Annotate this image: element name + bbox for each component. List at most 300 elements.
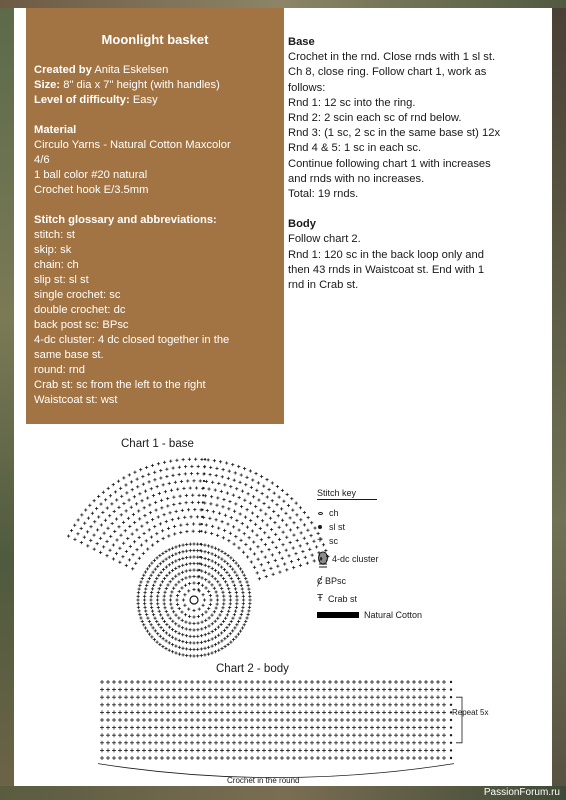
sc-mark — [145, 539, 148, 542]
sc-mark — [285, 536, 288, 539]
sc-mark — [208, 733, 212, 737]
sc-mark — [165, 565, 168, 568]
sc-mark — [309, 534, 312, 537]
sc-mark — [228, 500, 231, 503]
sc-mark — [153, 525, 156, 528]
sc-mark — [115, 552, 118, 555]
sc-mark — [394, 710, 398, 714]
sc-mark — [166, 733, 170, 737]
sc-mark — [148, 503, 151, 506]
sc-mark — [87, 517, 90, 520]
sc-mark — [231, 463, 234, 466]
sc-mark — [166, 695, 170, 699]
sc-mark — [340, 748, 344, 752]
sc-mark — [159, 476, 162, 479]
sc-mark — [266, 495, 269, 498]
sc-mark — [240, 473, 243, 476]
sc-mark — [171, 474, 174, 477]
sc-mark — [151, 464, 154, 467]
sc-mark — [162, 568, 165, 571]
sc-mark — [99, 502, 102, 505]
sc-mark — [136, 741, 140, 745]
sc-mark — [177, 572, 180, 575]
sc-mark — [218, 512, 221, 515]
sc-mark — [376, 695, 380, 699]
sc-mark — [346, 680, 350, 684]
sc-mark — [235, 561, 238, 564]
sc-mark — [203, 653, 206, 656]
sc-mark — [197, 501, 200, 504]
key-row-color — [317, 608, 447, 622]
sc-mark — [148, 756, 152, 760]
sc-mark — [155, 641, 158, 644]
sc-mark — [159, 571, 162, 574]
sc-mark — [190, 726, 194, 730]
sc-mark — [196, 635, 199, 638]
sc-mark — [322, 718, 326, 722]
sc-mark — [151, 610, 154, 613]
sc-mark — [364, 741, 368, 745]
sc-mark — [142, 733, 146, 737]
sc-mark — [255, 489, 258, 492]
sc-mark — [412, 695, 416, 699]
sc-mark — [262, 680, 266, 684]
sc-mark — [273, 492, 276, 495]
sc-mark — [382, 718, 386, 722]
sc-mark — [243, 623, 246, 626]
sc-mark — [364, 703, 368, 707]
sc-mark — [424, 695, 428, 699]
sc-mark — [310, 703, 314, 707]
sc-mark — [99, 537, 102, 540]
sc-mark — [217, 634, 220, 637]
sc-mark — [220, 623, 223, 626]
sc-mark — [189, 562, 192, 565]
sc-mark — [126, 537, 129, 540]
sc-mark — [77, 518, 80, 521]
sc-mark — [204, 564, 207, 567]
sc-mark — [214, 606, 217, 609]
sc-mark — [235, 591, 238, 594]
sc-mark — [242, 595, 245, 598]
sc-mark — [174, 559, 177, 562]
sc-mark — [84, 508, 87, 511]
sc-mark — [165, 468, 168, 471]
sc-mark — [124, 483, 127, 486]
sc-mark — [382, 695, 386, 699]
sc-mark — [108, 514, 111, 517]
sc-mark — [169, 602, 172, 605]
key-row-slst — [317, 520, 447, 534]
sc-mark — [196, 648, 199, 651]
background-right — [552, 0, 566, 800]
sc-mark — [210, 552, 213, 555]
sc-mark — [171, 547, 174, 550]
sc-mark — [233, 510, 236, 513]
sc-mark — [197, 494, 200, 497]
sc-mark — [382, 733, 386, 737]
sc-mark — [400, 718, 404, 722]
sc-mark — [146, 630, 149, 633]
sc-mark — [418, 756, 422, 760]
sc-mark — [292, 703, 296, 707]
sc-mark — [241, 609, 244, 612]
sc-mark — [166, 497, 169, 500]
sc-mark — [232, 748, 236, 752]
sc-mark — [346, 741, 350, 745]
slst-mark — [202, 501, 204, 503]
sc-mark — [76, 532, 79, 535]
sc-mark — [262, 748, 266, 752]
sc-mark — [235, 519, 238, 522]
sc-mark — [230, 516, 233, 519]
sc-mark — [232, 710, 236, 714]
material-line: Circulo Yarns - Natural Cotton Maxcolor — [34, 139, 231, 151]
sc-mark — [130, 688, 134, 692]
sc-mark — [223, 568, 226, 571]
sc-mark — [286, 695, 290, 699]
sc-mark — [328, 680, 332, 684]
sc-mark — [186, 479, 189, 482]
sc-mark — [334, 741, 338, 745]
sc-mark — [235, 595, 238, 598]
sc-mark — [100, 695, 104, 699]
sc-mark — [181, 578, 184, 581]
sc-mark — [243, 532, 246, 535]
sc-mark — [166, 710, 170, 714]
sc-mark — [217, 571, 220, 574]
sc-mark — [203, 550, 206, 553]
sc-mark — [168, 548, 171, 551]
sc-mark — [358, 726, 362, 730]
sc-mark — [229, 556, 232, 559]
sc-mark — [211, 622, 214, 625]
sc-mark — [291, 508, 294, 511]
sc-mark — [394, 688, 398, 692]
sc-mark — [249, 547, 252, 550]
sc-mark — [442, 680, 446, 684]
sc-mark — [245, 476, 248, 479]
sc-mark — [281, 519, 284, 522]
sc-mark — [149, 511, 152, 514]
sc-mark — [80, 541, 83, 544]
sc-mark — [215, 504, 218, 507]
sc-mark — [286, 688, 290, 692]
sc-mark — [150, 561, 153, 564]
sc-mark — [178, 680, 182, 684]
sc-mark — [328, 695, 332, 699]
sc-mark — [340, 741, 344, 745]
sc-mark — [214, 688, 218, 692]
sc-mark — [146, 616, 149, 619]
sc-mark — [238, 496, 241, 499]
sc-mark — [436, 756, 440, 760]
sc-mark — [161, 529, 164, 532]
sc-mark — [156, 565, 159, 568]
sc-mark — [157, 623, 160, 626]
sc-mark — [184, 576, 187, 579]
sc-mark — [150, 635, 153, 638]
background-left — [0, 0, 14, 800]
sc-mark — [102, 545, 105, 548]
sc-mark — [442, 726, 446, 730]
sc-mark — [418, 710, 422, 714]
sc-mark — [106, 741, 110, 745]
sc-mark — [201, 593, 204, 596]
sc-mark — [183, 604, 186, 607]
sc-mark — [284, 512, 287, 515]
sc-mark — [210, 495, 213, 498]
sc-mark — [218, 613, 221, 616]
sc-mark — [148, 632, 151, 635]
sc-mark — [256, 756, 260, 760]
sc-mark — [271, 499, 274, 502]
sc-mark — [268, 733, 272, 737]
sc-mark — [238, 741, 242, 745]
sc-mark — [128, 525, 131, 528]
sc-mark — [200, 620, 203, 623]
sc-mark — [200, 627, 203, 630]
sc-mark — [292, 546, 295, 549]
sc-mark — [364, 733, 368, 737]
sc-mark — [278, 570, 281, 573]
sc-mark — [162, 483, 165, 486]
sc-mark — [89, 539, 92, 542]
sc-mark — [298, 733, 302, 737]
sc-mark — [436, 680, 440, 684]
sc-mark — [217, 527, 220, 530]
sc-mark — [151, 518, 154, 521]
sc-mark — [210, 532, 213, 535]
sc-mark — [241, 490, 244, 493]
sc-mark — [184, 613, 187, 616]
sc-mark — [370, 756, 374, 760]
sc-mark — [241, 570, 244, 573]
sc-mark — [167, 534, 170, 537]
sc-mark — [202, 703, 206, 707]
sc-mark — [286, 741, 290, 745]
sc-mark — [187, 589, 190, 592]
pattern-title: Moonlight basket — [101, 32, 209, 47]
sc-mark — [115, 498, 118, 501]
sc-mark — [262, 502, 265, 505]
slst-mark — [450, 757, 452, 759]
sc-mark — [270, 528, 273, 531]
sc-mark — [322, 733, 326, 737]
sc-mark — [442, 718, 446, 722]
sc-mark — [263, 531, 266, 534]
sc-mark — [142, 703, 146, 707]
material-list — [34, 138, 276, 198]
sc-mark — [181, 564, 184, 567]
sc-mark — [268, 741, 272, 745]
sc-mark — [200, 654, 203, 657]
sc-mark — [104, 519, 107, 522]
sc-mark — [430, 748, 434, 752]
sc-mark — [148, 726, 152, 730]
sc-mark — [436, 695, 440, 699]
sc-mark — [352, 748, 356, 752]
sc-mark — [125, 509, 128, 512]
sc-mark — [130, 756, 134, 760]
sc-mark — [394, 703, 398, 707]
sc-mark — [163, 594, 166, 597]
stitch-key — [317, 488, 447, 622]
sc-mark — [122, 521, 125, 524]
sc-mark — [244, 543, 247, 546]
sc-mark — [204, 586, 207, 589]
sc-mark — [328, 688, 332, 692]
base-line: Crochet in the rnd. Close rnds with 1 sl st. — [288, 51, 496, 64]
sc-mark — [250, 710, 254, 714]
sc-mark — [274, 559, 277, 562]
sc-mark — [170, 489, 173, 492]
sc-mark — [298, 718, 302, 722]
sc-mark — [267, 561, 270, 564]
sc-mark — [181, 647, 184, 650]
sc-mark — [207, 632, 210, 635]
sc-mark — [162, 637, 165, 640]
sc-mark — [214, 518, 217, 521]
sc-mark — [204, 571, 207, 574]
sc-mark — [117, 480, 120, 483]
sc-mark — [216, 496, 219, 499]
sc-mark — [334, 710, 338, 714]
sc-mark — [200, 576, 203, 579]
sc-mark — [209, 502, 212, 505]
sc-mark — [160, 688, 164, 692]
sc-mark — [418, 680, 422, 684]
sc-mark — [172, 756, 176, 760]
sc-mark — [358, 688, 362, 692]
sc-mark — [247, 587, 250, 590]
sc-mark — [234, 471, 237, 474]
sc-mark — [286, 726, 290, 730]
sc-mark — [176, 488, 179, 491]
sc-mark — [185, 647, 188, 650]
sc-mark — [298, 703, 302, 707]
sc-mark — [322, 680, 326, 684]
sc-mark — [172, 741, 176, 745]
sc-mark — [118, 733, 122, 737]
sc-mark — [220, 558, 223, 561]
sc-mark — [207, 639, 210, 642]
sc-mark — [306, 562, 309, 565]
sc-mark — [238, 695, 242, 699]
sc-mark — [239, 512, 242, 515]
sc-mark — [205, 523, 208, 526]
sc-mark — [286, 756, 290, 760]
sc-mark — [278, 538, 281, 541]
sc-mark — [235, 623, 238, 626]
sc-mark — [151, 543, 154, 546]
sc-mark — [244, 483, 247, 486]
body-line: rnd in Crab st. — [288, 279, 359, 292]
sc-mark — [115, 517, 118, 520]
key-row-ch — [317, 506, 447, 520]
sc-mark — [202, 748, 206, 752]
sc-mark — [214, 695, 218, 699]
glossary-item: slip st: sl st — [34, 274, 89, 286]
sc-mark — [220, 565, 223, 568]
sc-mark — [214, 547, 217, 550]
sc-mark — [264, 512, 267, 515]
sc-mark — [334, 703, 338, 707]
sc-mark — [160, 506, 163, 509]
sc-mark — [142, 623, 145, 626]
sc-mark — [206, 509, 209, 512]
sc-mark — [232, 756, 236, 760]
sc-mark — [287, 554, 290, 557]
sc-mark — [250, 733, 254, 737]
sc-mark — [237, 546, 240, 549]
sc-mark — [310, 748, 314, 752]
sc-mark — [230, 577, 233, 580]
sc-mark — [388, 710, 392, 714]
sc-mark — [142, 718, 146, 722]
sc-mark — [154, 680, 158, 684]
sc-mark — [168, 641, 171, 644]
sc-mark — [148, 710, 152, 714]
sc-mark — [310, 710, 314, 714]
sc-mark — [146, 580, 149, 583]
sc-mark — [250, 726, 254, 730]
sc-mark — [400, 710, 404, 714]
sc-mark — [148, 741, 152, 745]
glossary-item: double crochet: dc — [34, 304, 126, 316]
sc-mark — [208, 748, 212, 752]
sc-mark — [358, 710, 362, 714]
sc-mark — [272, 510, 275, 513]
sc-mark — [209, 594, 212, 597]
sc-mark — [238, 481, 241, 484]
sc-mark — [150, 535, 153, 538]
slst-mark — [450, 719, 452, 721]
sc-mark — [143, 506, 146, 509]
sc-mark — [171, 643, 174, 646]
sc-mark — [247, 609, 250, 612]
sc-mark — [358, 741, 362, 745]
sc-mark — [102, 491, 105, 494]
sc-mark — [201, 604, 204, 607]
sc-mark — [128, 473, 131, 476]
sc-mark — [238, 680, 242, 684]
sc-mark — [192, 628, 195, 631]
sc-mark — [322, 688, 326, 692]
sc-mark — [358, 748, 362, 752]
sc-mark — [273, 521, 276, 524]
sc-mark — [310, 718, 314, 722]
sc-mark — [213, 459, 216, 462]
sc-mark — [184, 726, 188, 730]
sc-mark — [178, 703, 182, 707]
sc-mark — [174, 583, 177, 586]
sc-mark — [235, 598, 238, 601]
sc-mark — [104, 498, 107, 501]
cluster-icon — [317, 550, 329, 568]
sc-mark — [136, 756, 140, 760]
sc-mark — [229, 641, 232, 644]
sc-mark — [214, 650, 217, 653]
sc-mark — [334, 718, 338, 722]
sc-mark — [208, 756, 212, 760]
sc-mark — [106, 733, 110, 737]
sc-mark — [214, 643, 217, 646]
sc-mark — [306, 529, 309, 532]
sc-mark — [412, 680, 416, 684]
sc-mark — [202, 718, 206, 722]
sc-mark — [240, 613, 243, 616]
